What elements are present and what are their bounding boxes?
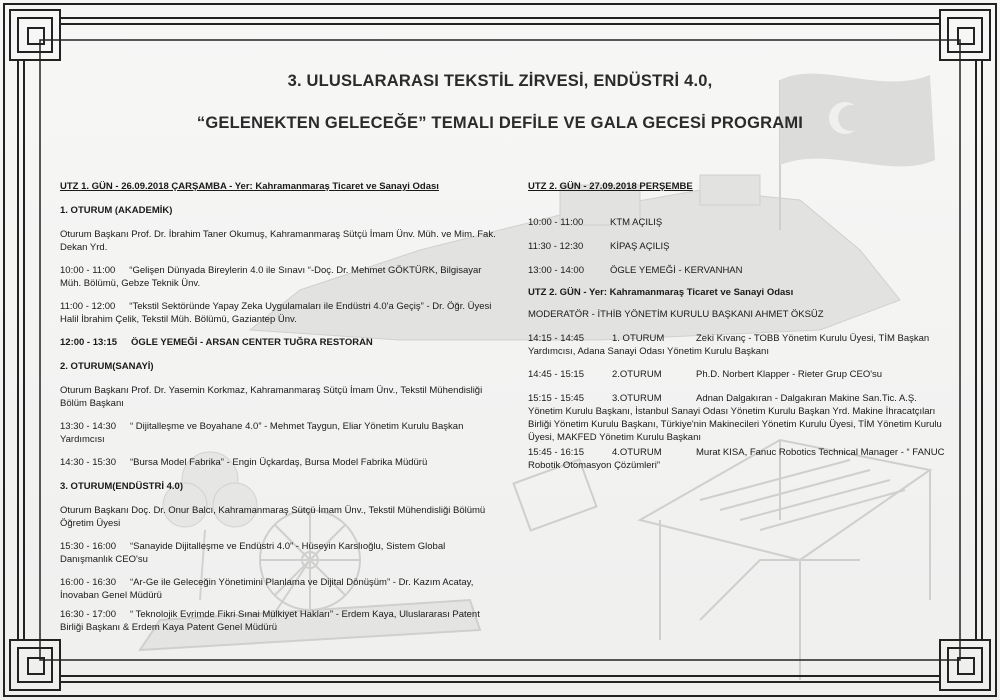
item-text: KTM AÇILIŞ (610, 217, 663, 228)
item-time: 14:15 - 14:45 (528, 333, 584, 344)
item-text: KİPAŞ AÇILIŞ (610, 241, 670, 252)
schedule-item (528, 264, 948, 277)
item-time: 13:00 - 14:00 (528, 265, 584, 276)
panel-item (528, 392, 948, 444)
schedule-item (60, 576, 500, 602)
item-session: 1. OTURUM (612, 333, 665, 344)
item-time: 10:00 - 11:00 (528, 217, 584, 228)
session1-chair: Oturum Başkanı Prof. Dr. İbrahim Taner Okumuş, Kahramanmaraş Sütçü İmam Ünv. Müh. ve Mim. Fak. Dekan Yrd. (60, 229, 496, 253)
item-time: 15:45 - 16:15 (528, 447, 584, 458)
item-time: 15:15 - 15:45 (528, 393, 584, 404)
item-text: ÖGLE YEMEĞİ - ARSAN CENTER TUĞRA RESTORAN (131, 337, 373, 348)
schedule-item (528, 240, 948, 253)
item-time: 10:00 - 11:00 (60, 265, 116, 276)
page-title-line1: 3. ULUSLARARASI TEKSTİL ZİRVESİ, ENDÜSTRİ 4.0, (287, 72, 713, 90)
day2-header: UTZ 2. GÜN - 27.09.2018 PERŞEMBE (528, 181, 693, 192)
moderator-line: MODERATÖR - İTHİB YÖNETİM KURULU BAŞKANI AHMET ÖKSÜZ (528, 309, 824, 320)
item-time: 16:30 - 17:00 (60, 609, 116, 620)
item-text: “Ar-Ge ile Geleceğin Yönetimini Planlama ve Dijital Dönüşüm” - Dr. Kazım Acatay, İnovaban Genel Müdürü (60, 577, 474, 601)
item-time: 11:30 - 12:30 (528, 241, 584, 252)
schedule-item (60, 540, 500, 566)
item-time: 14:30 - 15:30 (60, 457, 116, 468)
day1-header: UTZ 1. GÜN - 26.09.2018 ÇARŞAMBA - Yer: Kahramanmaraş Ticaret ve Sanayi Odası (60, 181, 439, 192)
schedule-item (60, 300, 500, 326)
item-text: “Sanayide Dijitalleşme ve Endüstri 4.0” - Hüseyin Karslıoğlu, Sistem Global Danışmanlık CEO'su (60, 541, 446, 565)
item-text: Murat KISA, Fanuc Robotics Technical Manager - “ FANUC Robotik Otomasyon Çözümleri” (528, 447, 945, 471)
schedule-item (60, 264, 500, 290)
panel-item (528, 368, 948, 381)
session3-header: 3. OTURUM(ENDÜSTRİ 4.0) (60, 481, 183, 492)
lunch-item (60, 336, 500, 349)
session2-chair: Oturum Başkanı Prof. Dr. Yasemin Korkmaz, Kahramanmaraş Sütçü İmam Ünv., Tekstil Mühendisliği Bölüm Başkanı (60, 385, 483, 409)
item-time: 14:45 - 15:15 (528, 369, 584, 380)
panel-item (528, 332, 948, 358)
session3-chair: Oturum Başkanı Doç. Dr. Onur Balcı, Kahramanmaraş Sütçü İmam Ünv., Tekstil Mühendisliği Bölümü Öğretim Üyesi (60, 505, 486, 529)
item-text: “ Teknolojik Evrimde Fikri Sınai Mülkiyet Hakları” - Erdem Kaya, Uluslararası Patent Birliği Başkanı & Erdem Kaya Patent Genel Müdürü (60, 609, 480, 633)
schedule-item (60, 420, 500, 446)
item-text: “ Dijitalleşme ve Boyahane 4.0” - Mehmet Taygun, Eliar Yönetim Kurulu Başkan Yardımcısı (60, 421, 464, 445)
item-text: Ph.D. Norbert Klapper - Rieter Grup CEO'su (696, 369, 883, 380)
item-text: Zeki Kıvanç - TOBB Yönetim Kurulu Üyesi, TİM Başkan Yardımcısı, Adana Sanayi Odası Yönetim Kurulu Başkanı (528, 333, 930, 357)
item-text: ÖGLE YEMEĞİ - KERVANHAN (610, 265, 743, 276)
schedule-item (528, 216, 948, 229)
item-time: 15:30 - 16:00 (60, 541, 116, 552)
item-text: Adnan Dalgakıran - Dalgakıran Makine San.Tic. A.Ş. Yönetim Kurulu Başkanı, İstanbul Sanayi Odası Yönetim Kurulu Başkan Yrd. Makine İhracatçıları Birliği Yönetim Kurulu Başkanı, Türkiye'nin Makinecileri Yönetim Kurulu Üyesi, TİM Yönetim Kurulu Üyesi, MAKFED Yönetim Kurulu Başkanı (528, 393, 942, 443)
item-session: 4.OTURUM (612, 447, 662, 458)
item-time: 11:00 - 12:00 (60, 301, 116, 312)
day2-venue-header: UTZ 2. GÜN - Yer: Kahramanmaraş Ticaret ve Sanayi Odası (528, 287, 794, 298)
item-session: 2.OTURUM (612, 369, 662, 380)
item-time: 12:00 - 13:15 (60, 337, 118, 348)
page-title-line2: “GELENEKTEN GELECEĞE” TEMALI DEFİLE VE GALA GECESİ PROGRAMI (196, 114, 804, 132)
item-time: 16:00 - 16:30 (60, 577, 116, 588)
item-text: “Tekstil Sektöründe Yapay Zeka Uygulamaları ile Endüstri 4.0'a Geçiş” - Dr. Öğr. Üyesi Halil İbrahim Çelik, Tekstil Müh. Bölümü, Gaziantep Ünv. (60, 301, 492, 325)
item-time: 13:30 - 14:30 (60, 421, 116, 432)
session1-header: 1. OTURUM (AKADEMİK) (60, 205, 173, 216)
panel-item (528, 446, 948, 472)
item-session: 3.OTURUM (612, 393, 662, 404)
item-text: “Gelişen Dünyada Bireylerin 4.0 ile Sınavı “-Doç. Dr. Mehmet GÖKTÜRK, Bilgisayar Müh. Bölümü, Gebze Teknik Ünv. (60, 265, 482, 289)
session2-header: 2. OTURUM(SANAYİ) (60, 361, 154, 372)
schedule-item (60, 456, 500, 469)
schedule-item (60, 608, 500, 634)
item-text: “Bursa Model Fabrika” - Engin Üçkardaş, Bursa Model Fabrika Müdürü (130, 457, 428, 468)
